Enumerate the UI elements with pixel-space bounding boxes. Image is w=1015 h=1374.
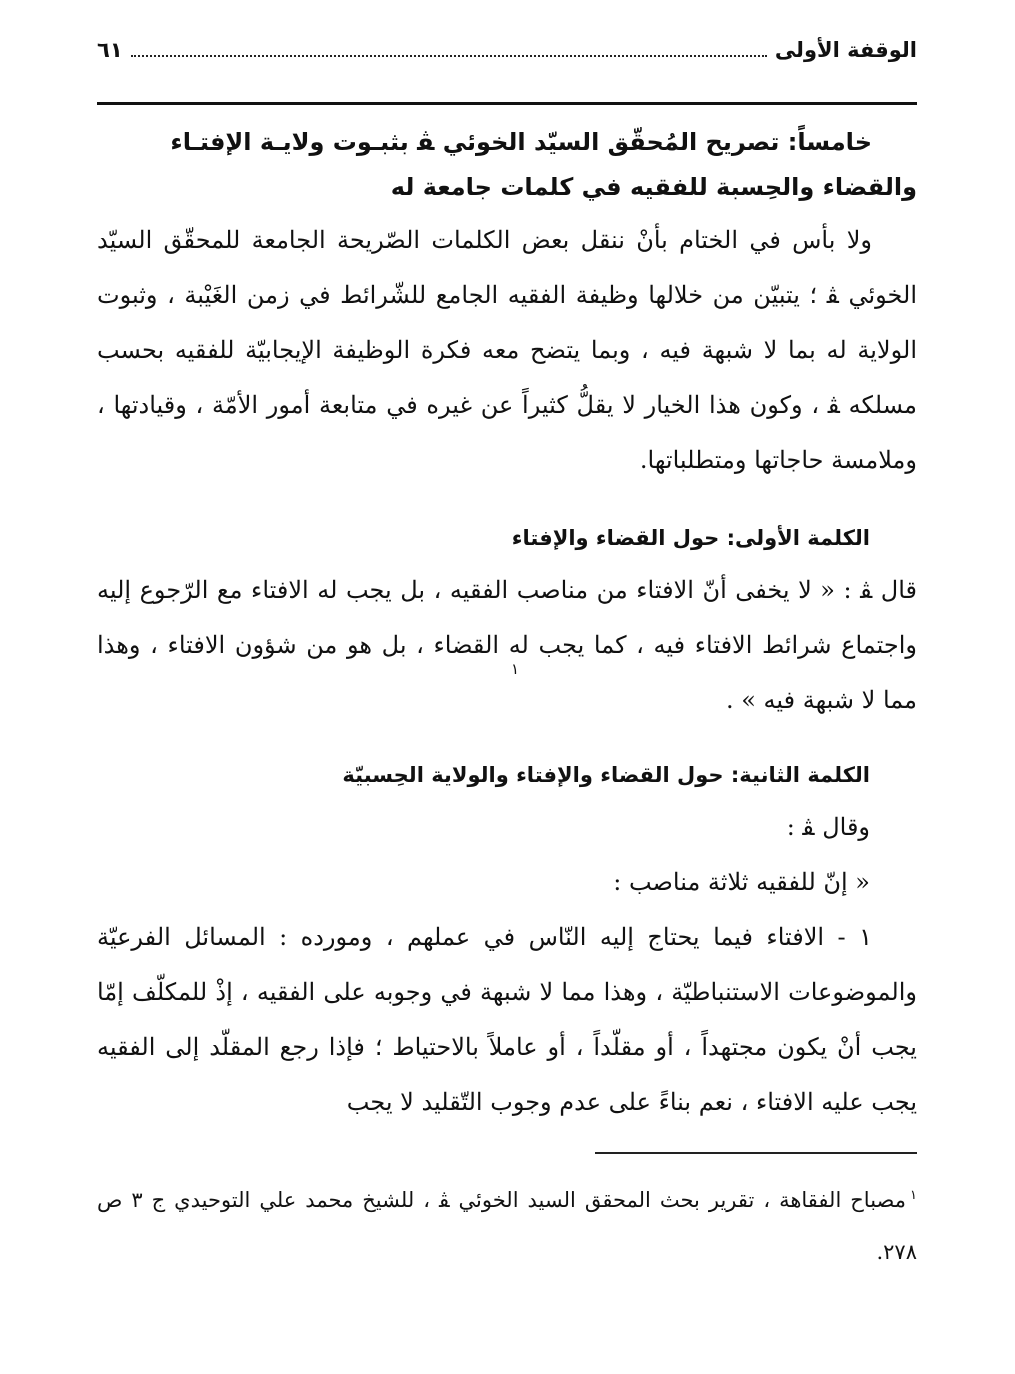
footnote-rule [595,1152,917,1154]
footnote-number: ١ [910,1188,917,1203]
word2-opening: « إنّ للفقيه ثلاثة مناصب : [613,868,870,896]
intro-text: ولا بأس في الختام بأنْ ننقل بعض الكلمات الصّريحة الجامعة للمحقّق السيّد الخوئي ﭭ ؛ يتبيّن من خلالها وظيفة الفقيه الجامع للشّرائط في زمن الغَيْبة ، وثبوت الولاية له بما لا شبهة فيه ، وبما يتضح معه فكرة الوظيفة الإيجابيّة للفقيه بحسب مسلكه ﭭ ، وكون هذا الخيار لا يقلُّ كثيراً عن غيره في متابعة أمور الأمّة ، وقيادتها ، وملامسة حاجاتها ومتطلباتها. [97,226,918,474]
header-rule [97,102,917,105]
intro-paragraph [97,213,917,488]
word1-paragraph [97,563,917,728]
running-header [97,30,917,70]
word2-said: وقال ﭭ : [786,813,870,841]
footnote [97,1170,917,1278]
section-heading-line2: والقضاء والحِسبة للفقيه في كلمات جامعة له [390,173,917,201]
word1-heading: الكلمة الأولى: حول القضاء والإفتاء [511,526,870,550]
section-heading-line1: خامساً: تصريح المُحقّق السيّد الخوئي ﭭ بثبـوت ولايـة الإفتـاء [170,128,872,156]
word1-text: قال ﭭ : « لا يخفى أنّ الافتاء من مناصب الفقيه ، بل يجب له الافتاء مع الرّجوع إليه واجتماع شرائط الافتاء فيه ، كما يجب له القضاء ، بل هو من شؤون الافتاء ، وهذا مما لا شبهة فيه » . [97,576,917,714]
page-number: ٦١ [97,38,123,62]
footnote-text: مصباح الفقاهة ، تقرير بحث المحقق السيد الخوئي ﭭ ، للشيخ محمد علي التوحيدي ج ٣ ص ٢٧٨. [97,1188,917,1264]
word2-item1 [97,910,917,1130]
item1-text: ١ - الافتاء فيما يحتاج إليه النّاس في عملهم ، ومورده : المسائل الفرعيّة والموضوعات الاستنباطيّة ، وهذا مما لا شبهة في وجوبه على الفقيه ، إذْ للمكلّف إمّا يجب أنْ يكون مجتهداً ، أو مقلّداً ، أو عاملاً بالاحتياط ؛ فإذا رجع المقلّد إلى الفقيه يجب عليه الافتاء ، نعم بناءً على عدم وجوب التّقليد لا يجب [97,923,917,1116]
leader-dots [131,55,767,57]
footnote-reference: ١ [511,660,520,678]
word2-heading: الكلمة الثانية: حول القضاء والإفتاء والولاية الحِسبيّة [342,763,870,787]
chapter-title: الوقفة الأولى [774,38,917,62]
